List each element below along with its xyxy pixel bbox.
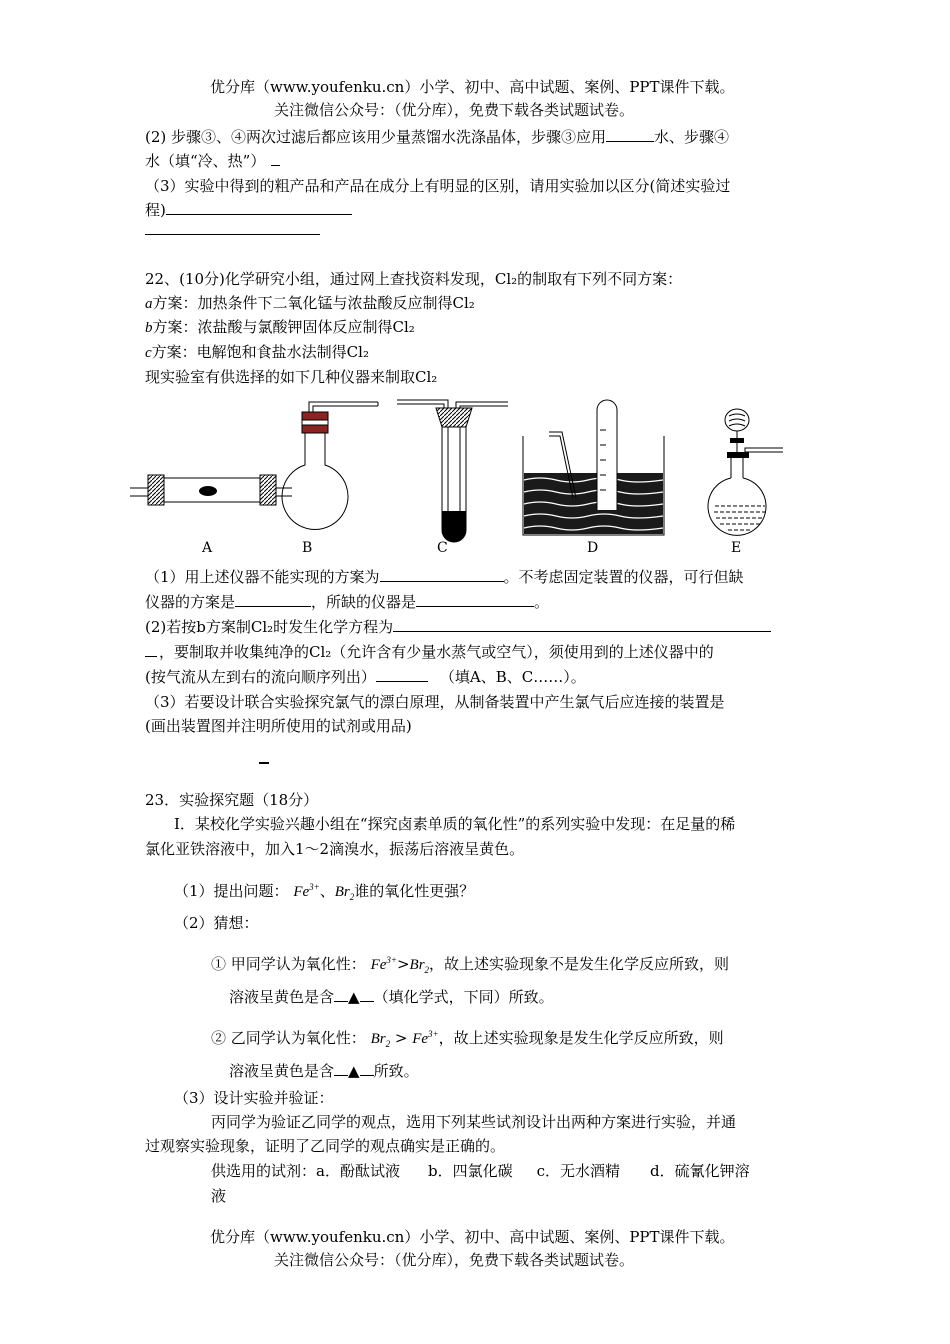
apparatus-label-b: B [302, 540, 313, 556]
apparatus-label-e: E [731, 540, 742, 556]
q21-part3-line2: 程) [145, 199, 352, 221]
apparatus-b-flask [282, 402, 378, 529]
q23-step3-line2: 过观察实验现象，证明了乙同学的观点确实是正确的。 [145, 1137, 506, 1155]
blank [334, 1061, 348, 1076]
q21-part3-line1: （3）实验中得到的粗产品和产品在成分上有明显的区别，请用实验加以区分(简述实验过 [145, 177, 731, 195]
triangle-marker-icon: ▲ [348, 988, 360, 1006]
q23-conjecture1-line1: ① 甲同学认为氧化性： $Fe^{3+}>Br_2$，故上述实验现象不是发生化学反应所致，则 [211, 955, 730, 975]
q22-part2-line1: (2)若按b方案制Cl₂时发生化学方程为 [145, 616, 771, 638]
apparatus-label-d: D [587, 540, 599, 556]
q22-part3-line1: （3）若要设计联合实验探究氯气的漂白原理，从制备装置中产生氯气后应连接的装置是 [145, 693, 725, 711]
apparatus-label-a: A [202, 540, 213, 556]
blank [334, 987, 348, 1002]
q22-part2-line2: ，要制取并收集纯净的Cl₂（允许含有少量水蒸气或空气），须使用到的上述仪器中的 [145, 641, 714, 663]
header-line-1: 优分库（www.youfenku.cn）小学、初中、高中试题、案例、PPT课件下载。 [210, 78, 735, 96]
blank [360, 987, 374, 1002]
q23-conjecture2-line2: 溶液呈黄色是含 ▲ 所致。 [229, 1062, 419, 1080]
q23-step3-line1: 丙同学为验证乙同学的观点，选用下列某些试剂设计出两种方案进行实验，并通 [211, 1113, 737, 1131]
q22-part2-line3: (按气流从左到右的流向顺序列出） （填A、B、C……）。 [145, 668, 586, 686]
q23-conjecture2-line1: ② 乙同学认为氧化性： $Br_2 > Fe^{3+}$，故上述实验现象是发生化学反应所致，则 [211, 1029, 724, 1049]
answer-mark [259, 762, 269, 764]
q22-scheme-c: c方案：电解饱和食盐水法制得Cl₂ [145, 343, 369, 361]
q23-reagents-tail: 液 [211, 1187, 227, 1205]
q23-conjecture1-line2: 溶液呈黄色是含 ▲ （填化学式，下同）所致。 [229, 988, 554, 1006]
q21-part2-line2: 水（填“冷、热”） [145, 150, 280, 172]
br-symbol: Br [334, 884, 350, 900]
q23-reagents: 供选用的试剂：a．酚酞试液 b．四氯化碳 c．无水酒精 d．硫氰化钾溶 [211, 1162, 750, 1180]
q23-intro-line2: 氯化亚铁溶液中，加入1～2滴溴水，振荡后溶液呈黄色。 [145, 840, 525, 858]
apparatus-d-trough [523, 400, 664, 535]
q22-scheme-b: b方案：浓盐酸与氯酸钾固体反应制得Cl₂ [145, 318, 415, 336]
apparatus-c-test-tube [397, 400, 508, 542]
blank [416, 592, 534, 607]
q23-title: 23．实验探究题（18分） [145, 791, 319, 809]
blank [145, 642, 157, 657]
q22-scheme-a: a方案：加热条件下二氧化锰与浓盐酸反应制得Cl₂ [145, 294, 475, 312]
footer-line-1: 优分库（www.youfenku.cn）小学、初中、高中试题、案例、PPT课件下载。 [210, 1228, 735, 1246]
q22-part3-line2: (画出装置图并注明所使用的试剂或用品) [145, 717, 412, 735]
q22-part1-line1: （1）用上述仪器不能实现的方案为 。不考虑固定装置的仪器，可行但缺 [145, 568, 744, 586]
blank [360, 1061, 374, 1076]
reagent-b: b．四氯化碳 [427, 1162, 513, 1180]
footer-line-2: 关注微信公众号：（优分库），免费下载各类试题试卷。 [274, 1251, 635, 1269]
q21-part2-line1: (2) 步骤③、④两次过滤后都应该用少量蒸馏水洗涤晶体，步骤③应用 水、步骤④ [145, 128, 730, 146]
blank [380, 567, 504, 582]
apparatus-e-funnel-flask [708, 409, 783, 535]
apparatus-label-c: C [437, 540, 448, 556]
blank [235, 592, 311, 607]
header-line-2: 关注微信公众号：（优分库），免费下载各类试题试卷。 [274, 101, 635, 119]
q23-step2: （2）猜想： [174, 914, 259, 932]
apparatus-a-drying-tube [130, 475, 292, 505]
q23-step3: （3）设计实验并验证： [174, 1089, 334, 1107]
q22-title: 22、(10分)化学研究小组，通过网上查找资料发现，Cl₂的制取有下列不同方案： [145, 270, 683, 288]
triangle-marker-icon: ▲ [348, 1062, 360, 1080]
fe-symbol: Fe [293, 884, 310, 900]
q22-part1-line2: 仪器的方案是 ，所缺的仪器是 。 [145, 593, 550, 611]
blank [393, 617, 771, 632]
q23-step1: （1）提出问题： $Fe^{3+}$、$Br_2$谁的氧化性更强？ [174, 882, 475, 902]
q23-intro-line1: I．某校化学实验兴趣小组在“探究卤素单质的氧化性”的系列实验中发现：在足量的稀 [174, 815, 736, 833]
reagent-a: a．酚酞试液 [316, 1162, 400, 1180]
reagent-d: d．硫氰化钾溶 [649, 1162, 750, 1180]
reagent-c: c．无水酒精 [536, 1162, 620, 1180]
blank [376, 667, 428, 682]
q22-intro: 现实验室有供选择的如下几种仪器来制取Cl₂ [145, 368, 438, 386]
